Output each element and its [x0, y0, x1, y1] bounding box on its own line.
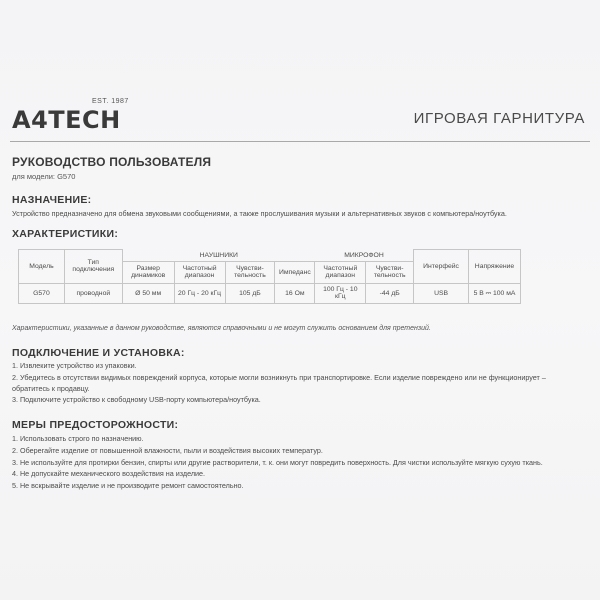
brand: [12, 96, 132, 136]
header-divider: [10, 141, 590, 142]
th-hp-imp: Импеданс: [275, 261, 315, 283]
list-item: 2. Оберегайте изделие от повышенной влажности, пыли и воздействия высоких температур.: [12, 446, 323, 455]
purpose-text: Устройство предназначено для обмена звуковыми сообщениями, а также прослушивания музыки и альтернативных звуков с компьютера/ноутбука.: [12, 209, 507, 218]
guide-title: РУКОВОДСТВО ПОЛЬЗОВАТЕЛЯ: [12, 155, 212, 169]
specs-heading: ХАРАКТЕРИСТИКИ:: [12, 228, 119, 240]
cell-hp-freq: 20 Гц - 20 кГц: [174, 283, 225, 303]
table-row: [19, 283, 521, 303]
purpose-heading: НАЗНАЧЕНИЕ:: [12, 194, 92, 206]
a4tech-logo: A4TECH: [12, 106, 121, 134]
list-item: 5. Не вскрывайте изделие и не производите ремонт самостоятельно.: [12, 481, 244, 490]
th-voltage: Напряжение: [469, 250, 521, 284]
list-item: 3. Не используйте для протирки бензин, спирты или другие растворители, т. к. они могут повредить поверхность. Для чистки используйте мягкую сухую ткань.: [12, 458, 543, 467]
th-mic-freq: Частотный диапазон: [315, 261, 366, 283]
doc-title: ИГРОВАЯ ГАРНИТУРА: [413, 110, 585, 127]
cell-hp-imp: 16 Ом: [275, 283, 315, 303]
list-item: обратитесь к продавцу.: [12, 384, 90, 393]
cell-voltage: 5 В ⎓ 100 мА: [469, 283, 521, 303]
th-microphone: МИКРОФОН: [315, 250, 414, 262]
precautions-heading: МЕРЫ ПРЕДОСТОРОЖНОСТИ:: [12, 419, 179, 431]
model-line: для модели: G570: [12, 172, 76, 181]
th-mic-sens: Чувстви- тельность: [366, 261, 414, 283]
cell-model: G570: [19, 283, 65, 303]
th-connection: Тип подключения: [64, 250, 122, 284]
list-item: 2. Убедитесь в отсутствии видимых повреждений корпуса, которые могли возникнуть при транспортировке. Если изделие повреждено или не функционирует –: [12, 373, 546, 382]
th-model: Модель: [19, 250, 65, 284]
th-interface: Интерфейс: [414, 250, 469, 284]
brand-est: EST. 1987: [92, 98, 129, 105]
specs-note: Характеристики, указанные в данном руководстве, являются справочными и не могут служить основанием для претензий.: [12, 325, 431, 332]
list-item: 1. Использовать строго по назначению.: [12, 434, 144, 443]
th-hp-sens: Чувстви- тельность: [225, 261, 275, 283]
connection-heading: ПОДКЛЮЧЕНИЕ И УСТАНОВКА:: [12, 347, 185, 359]
cell-connection: проводной: [64, 283, 122, 303]
th-hp-freq: Частотный диапазон: [174, 261, 225, 283]
cell-mic-sens: -44 дБ: [366, 283, 414, 303]
cell-hp-size: Ø 50 мм: [122, 283, 174, 303]
spec-table: [18, 249, 521, 304]
cell-hp-sens: 105 дБ: [225, 283, 275, 303]
cell-mic-freq: 100 Гц - 10 кГц: [315, 283, 366, 303]
list-item: 4. Не допускайте механического воздействия на изделие.: [12, 469, 206, 478]
list-item: 1. Извлеките устройство из упаковки.: [12, 361, 137, 370]
th-hp-size: Размер динамиков: [122, 261, 174, 283]
th-headphones: НАУШНИКИ: [122, 250, 315, 262]
list-item: 3. Подключите устройство к свободному USB-порту компьютера/ноутбука.: [12, 395, 261, 404]
cell-interface: USB: [414, 283, 469, 303]
